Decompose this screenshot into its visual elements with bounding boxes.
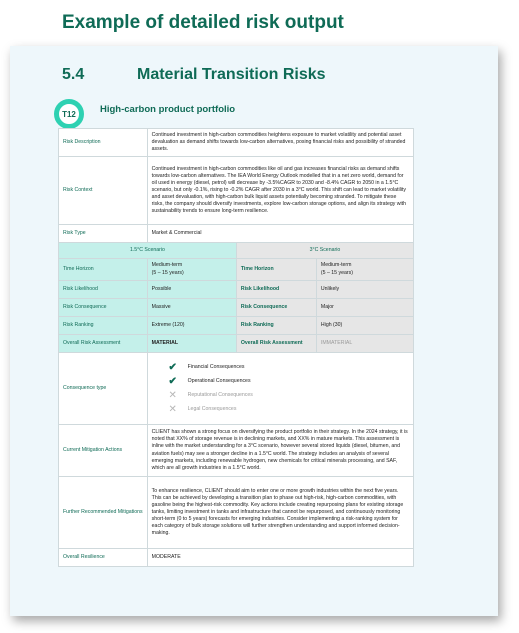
ranking-3: High (30) (316, 317, 413, 335)
risk-context-text: Continued investment in high-carbon commodities like oil and gas increases financial risks as demand shifts towards low-carbon alternatives. The IEA World Energy Outlook modelled that in a net zero world, demand for oil used in energy (diesel, petrol) will decrease by -3.5%CAGR to 2030 and -8.4% CAGR to 2050 in a 1.5°C scenario, but only -0.1%, rising to -0.2% CAGR after 2030 in a 3°C world. This shift can lead to market volatility and asset devaluation, with high-carbon bulk liquid assets potentially becoming stranded. To mitigate these risks, the company should diversify investments, explore low-carbon storage options, and align its strategy with sustainability trends to ensure long-term resilience. (147, 157, 413, 225)
consequence-1-5: Massive (147, 299, 236, 317)
row-label: Risk Type (59, 225, 148, 243)
time-horizon-sub: (5 – 15 years) (320, 269, 353, 276)
table-row (59, 259, 414, 281)
time-horizon-value: Medium-term (151, 262, 183, 269)
consequence-label: Reputational Consequences (187, 391, 253, 398)
risk-name: High-carbon product portfolio (100, 104, 236, 115)
risk-code-badge (54, 99, 84, 129)
row-label: Risk Context (59, 157, 148, 225)
table-row (59, 353, 414, 425)
table-row (59, 335, 414, 353)
check-icon: ✔ (168, 375, 177, 387)
consequence-type-cell (147, 353, 413, 425)
time-horizon-sub: (5 – 15 years) (151, 269, 184, 276)
row-label: Overall Risk Assessment (59, 335, 148, 353)
risk-description-text: Continued investment in high-carbon commodities heightens exposure to market volatility and potential asset devaluation as demand shifts towards low-carbon alternatives, posing financial risks and possibility of stranded assets. (147, 129, 413, 157)
time-horizon-3 (316, 259, 413, 281)
table-row (59, 477, 414, 549)
consequence-item (166, 375, 409, 389)
risk-card (10, 46, 498, 616)
cross-icon: ✕ (168, 403, 177, 415)
row-label: Time Horizon (236, 259, 316, 281)
row-label: Risk Consequence (236, 299, 316, 317)
table-row (59, 549, 414, 567)
row-label: Overall Resilience (59, 549, 148, 567)
row-label: Current Mitigation Actions (59, 425, 148, 477)
table-row (59, 425, 414, 477)
consequence-label: Financial Consequences (187, 363, 245, 370)
scenario-header-3: 3°C Scenario (236, 243, 413, 259)
table-row (59, 243, 414, 259)
consequence-label: Legal Consequences (187, 405, 237, 412)
page-title: Example of detailed risk output (62, 12, 344, 33)
likelihood-3: Unlikely (316, 281, 413, 299)
consequence-item (166, 389, 409, 403)
section-title: Material Transition Risks (137, 66, 326, 83)
consequence-item (166, 361, 409, 375)
table-row (59, 299, 414, 317)
consequence-item (166, 403, 409, 417)
assessment-3: IMMATERIAL (316, 335, 413, 353)
risk-table (58, 128, 414, 567)
section-number: 5.4 (62, 66, 85, 83)
resilience-value: MODERATE (147, 549, 413, 567)
table-row (59, 157, 414, 225)
scenario-header-1-5: 1.5°C Scenario (59, 243, 237, 259)
row-label: Overall Risk Assessment (236, 335, 316, 353)
ranking-1-5: Extreme (120) (147, 317, 236, 335)
row-label: Consequence type (59, 353, 148, 425)
assessment-1-5: MATERIAL (147, 335, 236, 353)
consequence-label: Operational Consequences (187, 377, 251, 384)
row-label: Further Recommended Mitigations (59, 477, 148, 549)
consequence-list (152, 357, 409, 421)
row-label: Risk Likelihood (236, 281, 316, 299)
table-row (59, 129, 414, 157)
cross-icon: ✕ (168, 389, 177, 401)
time-horizon-1-5 (147, 259, 236, 281)
table-row (59, 225, 414, 243)
row-label: Risk Likelihood (59, 281, 148, 299)
row-label: Time Horizon (59, 259, 148, 281)
risk-code: T12 (62, 109, 76, 119)
row-label: Risk Ranking (59, 317, 148, 335)
time-horizon-value: Medium-term (320, 262, 352, 269)
mitigation-text: CLIENT has shown a strong focus on diversifying the product portfolio in their strategy. In the 2024 strategy, it is noted that XX% of storage revenue is in declining markets, and XX% in mature markets. This assessment is inline with the market understanding for a 3°C scenario, however several stored liquids (diesel, bitumen, and aviation fuels) may see a stronger decline in a 1.5°C world. The strategy includes an analysis of several emerging markets, including renewable hydrogen, new chemicals for critical minerals processing, and SAF, which are all growth industries in a 1.5°C world. (147, 425, 413, 477)
likelihood-1-5: Possible (147, 281, 236, 299)
row-label: Risk Description (59, 129, 148, 157)
row-label: Risk Ranking (236, 317, 316, 335)
table-row (59, 281, 414, 299)
further-mitigations-text: To enhance resilience, CLIENT should aim to enter one or more growth industries within the next five years. This can be achieved by developing a transition plan to phase out high-risk, high-carbon commodities, with gasoline being the highest-risk commodity. Key actions include creating repurposing plans for existing storage tanks, limiting investment in tanks and infrastructure that cannot be repurposed, and continuously monitoring short-term (0 to 5 years) forecasts for emerging industries. Consider implementing a risk-ranking system for each category of bulk storage solutions will further strengthen understanding and support informed decision-making. (147, 477, 413, 549)
check-icon: ✔ (168, 361, 177, 373)
consequence-3: Major (316, 299, 413, 317)
row-label: Risk Consequence (59, 299, 148, 317)
table-row (59, 317, 414, 335)
risk-type-value: Market & Commercial (147, 225, 413, 243)
